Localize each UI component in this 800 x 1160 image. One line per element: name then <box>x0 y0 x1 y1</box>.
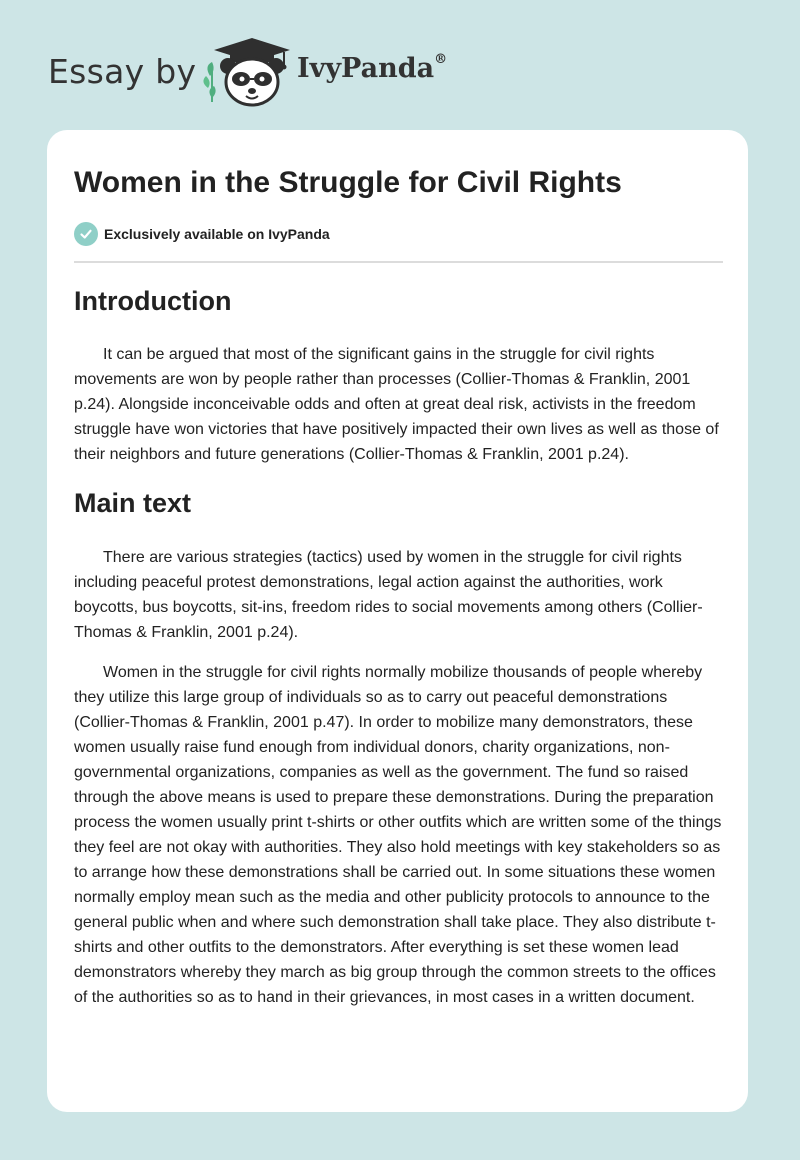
page-title: Women in the Struggle for Civil Rights <box>74 166 622 199</box>
brand-text: IvyPanda <box>297 53 435 84</box>
registered-mark: ® <box>434 52 448 67</box>
paragraph: Women in the struggle for civil rights normally mobilize thousands of people whereby they utilize this large group of individuals so as to carry out peaceful demonstrations (Collier-Thomas & Franklin, 2001 p.47). In order to mobilize many demonstrators, these women usually raise fund enough from individual donors, charity organizations, non-governmental organizations, companies as well as the government. The fund so raised through the above means is used to prepare these demonstrations. During the preparation process the women usually print t-shirts or other outfits which are written some of the things they feel are not okay with authorities. They also hold meetings with key stakeholders so as to arrange how these demonstrations shall be carried out. In some situations these women normally employ mean such as the media and other publicity protocols to announce to the general public when and where such demonstration shall take place. They also distribute t-shirts and other outfits to the demonstrators. After everything is set these women lead demonstrators whereby they march as big group through the common streets to the offices of the authorities so as to hand in their grievances, in most cases in a written document. <box>74 664 722 1006</box>
badge-label: Exclusively available on IvyPanda <box>104 226 330 242</box>
section-heading: Main text <box>74 488 192 518</box>
paragraph: There are various strategies (tactics) used by women in the struggle for civil rights including peaceful protest demonstrations, legal action against the authorities, work boycotts, bus boycotts, sit-ins, freedom rides to social movements among others (Collier-Thomas & Franklin, 2001 p.24). <box>74 549 703 641</box>
essay-by-label: Essay by <box>48 52 197 91</box>
site-header <box>0 0 800 130</box>
essay-card <box>47 130 748 1112</box>
paragraph: It can be argued that most of the significant gains in the struggle for civil rights movements are won by people rather than processes (Collier-Thomas & Franklin, 2001 p.24). Alongside inconceivable odds and often at great deal risk, activists in the freedom struggle have won victories that have positively impacted their own lives as well as those of their neighbors and future generations (Collier-Thomas & Franklin, 2001 p.24). <box>74 346 719 463</box>
section-heading: Introduction <box>74 286 232 316</box>
exclusive-badge <box>74 222 330 246</box>
divider <box>74 261 723 263</box>
panda-logo-icon[interactable] <box>200 36 292 108</box>
brand-name[interactable] <box>297 53 447 84</box>
check-icon <box>74 222 98 246</box>
